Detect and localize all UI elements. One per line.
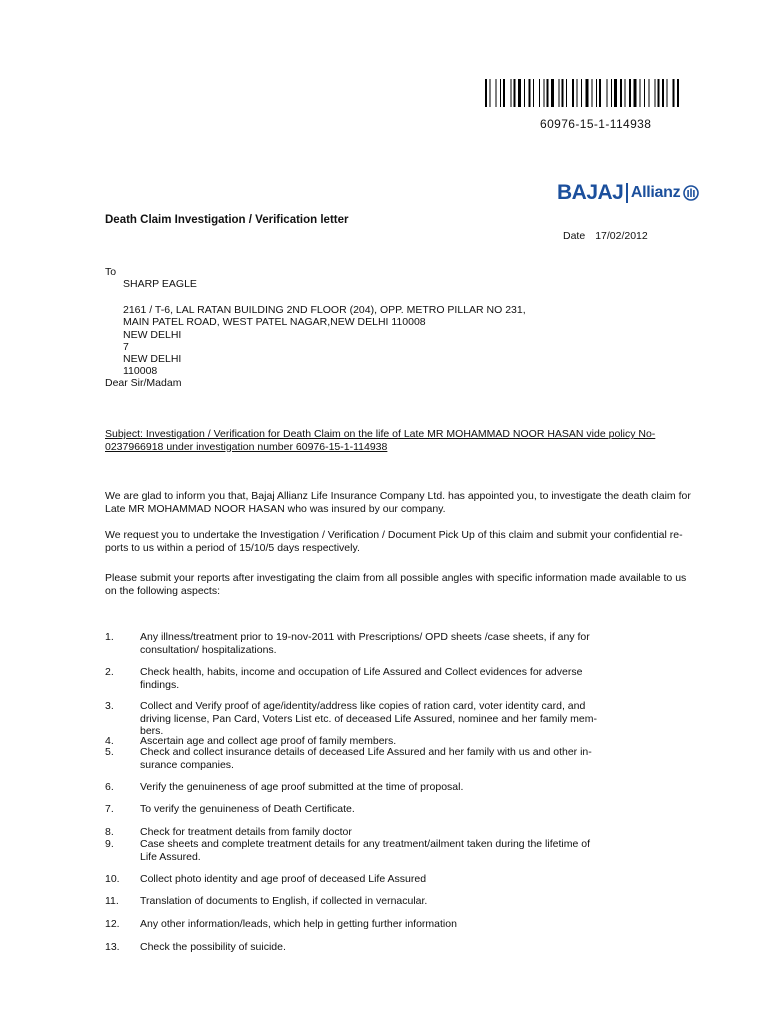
list-item-number: 3. — [105, 700, 114, 712]
list-item-number: 8. — [105, 826, 114, 838]
list-item-line: Check the possibility of suicide. — [140, 941, 286, 953]
list-item — [140, 781, 463, 794]
paragraph — [105, 490, 691, 515]
list-item — [140, 895, 427, 908]
list-item-number: 1. — [105, 631, 114, 643]
subject-line: 0237966918 under investigation number 60976-15-1-114938 — [105, 440, 388, 453]
address-line: MAIN PATEL ROAD, WEST PATEL NAGAR,NEW DELHI 110008 — [123, 316, 426, 328]
address-line: NEW DELHI — [123, 353, 182, 365]
list-item-line: Ascertain age and collect age proof of family members. — [140, 735, 397, 747]
list-item-number: 11. — [105, 895, 119, 907]
date-label: Date — [563, 230, 586, 242]
list-item-number: 9. — [105, 838, 114, 850]
list-item-line: Life Assured. — [140, 850, 201, 863]
address-line: NEW DELHI — [123, 329, 182, 341]
list-item — [140, 826, 352, 839]
address-line: 7 — [123, 341, 129, 353]
list-item-line: Any other information/leads, which help in getting further information — [140, 918, 457, 930]
list-item-line: findings. — [140, 678, 180, 691]
list-item-number: 6. — [105, 781, 114, 793]
subject-line: Subject: Investigation / Verification for Death Claim on the life of Late MR MOHAMMAD NOOR HASAN vide policy No- — [105, 428, 656, 440]
letter-date — [563, 230, 648, 243]
list-item-line: Translation of documents to English, if collected in vernacular. — [140, 895, 428, 907]
list-item-line: Check and collect insurance details of deceased Life Assured and her family with us and other in- — [140, 746, 592, 758]
list-item-line: Collect and Verify proof of age/identity/address like copies of ration card, voter identity card, and — [140, 700, 586, 712]
paragraph-line: ports to us within a period of 15/10/5 days respectively. — [105, 541, 360, 554]
logo-sub-text: Allianz — [630, 184, 681, 201]
salutation: Dear Sir/Madam — [105, 377, 182, 389]
list-item-line: bers. — [140, 725, 164, 737]
recipient-name: SHARP EAGLE — [123, 278, 197, 290]
paragraph-line: on the following aspects: — [105, 584, 220, 597]
paragraph — [105, 529, 683, 554]
list-item-number: 12. — [105, 918, 120, 930]
list-item-number: 4. — [105, 735, 114, 747]
logo-divider — [626, 183, 628, 203]
paragraph-line: We are glad to inform you that, Bajaj Allianz Life Insurance Company Ltd. has appointed you, to investigate the death claim for — [105, 490, 691, 502]
subject — [105, 428, 655, 453]
paragraph-line: Please submit your reports after investigating the claim from all possible angles with specific information made available to us — [105, 572, 687, 584]
address-line: 110008 — [123, 365, 158, 377]
list-item — [140, 838, 590, 863]
address-line: 2161 / T-6, LAL RATAN BUILDING 2ND FLOOR (204), OPP. METRO PILLAR NO 231, — [123, 304, 526, 316]
list-item — [140, 918, 457, 931]
barcode-number: 60976-15-1-114938 — [540, 117, 652, 131]
date-value: 17/02/2012 — [595, 230, 648, 242]
to-label: To — [105, 266, 117, 278]
list-item-number: 5. — [105, 746, 114, 758]
paragraph-line: We request you to undertake the Investigation / Verification / Document Pick Up of this claim and submit your confidential re- — [105, 529, 683, 541]
list-item-number: 2. — [105, 666, 114, 678]
list-item-line: driving license, Pan Card, Voters List etc. of deceased Life Assured, nominee and her family mem- — [140, 712, 597, 725]
list-item — [140, 666, 582, 691]
list-item — [140, 746, 592, 771]
list-item-line: Check health, habits, income and occupation of Life Assured and Collect evidences for adverse — [140, 666, 583, 678]
list-item-number: 13. — [105, 941, 120, 953]
list-item-line: Any illness/treatment prior to 19-nov-2011 with Prescriptions/ OPD sheets /case sheets, if any for — [140, 631, 590, 643]
list-item-line: To verify the genuineness of Death Certificate. — [140, 803, 355, 815]
list-item-line: consultation/ hospitalizations. — [140, 643, 277, 656]
list-item — [140, 631, 590, 656]
list-item-number: 7. — [105, 803, 114, 815]
allianz-eagle-icon — [683, 185, 699, 201]
list-item-line: Verify the genuineness of age proof submitted at the time of proposal. — [140, 781, 464, 793]
paragraph-line: Late MR MOHAMMAD NOOR HASAN who was insured by our company. — [105, 502, 446, 515]
barcode — [485, 79, 718, 107]
list-item-line: Check for treatment details from family doctor — [140, 826, 352, 838]
list-item — [140, 941, 286, 954]
paragraph — [105, 572, 686, 597]
bajaj-allianz-logo — [557, 177, 699, 209]
list-item-line: Collect photo identity and age proof of deceased Life Assured — [140, 873, 427, 885]
list-item — [140, 803, 355, 816]
list-item-number: 10. — [105, 873, 120, 885]
letter-title: Death Claim Investigation / Verification letter — [105, 214, 349, 226]
list-item-line: Case sheets and complete treatment details for any treatment/ailment taken during the lifetime of — [140, 838, 590, 850]
list-item — [140, 873, 426, 886]
list-item-line: surance companies. — [140, 758, 234, 771]
list-item — [140, 700, 597, 738]
logo-brand-text: BAJAJ — [557, 181, 624, 204]
